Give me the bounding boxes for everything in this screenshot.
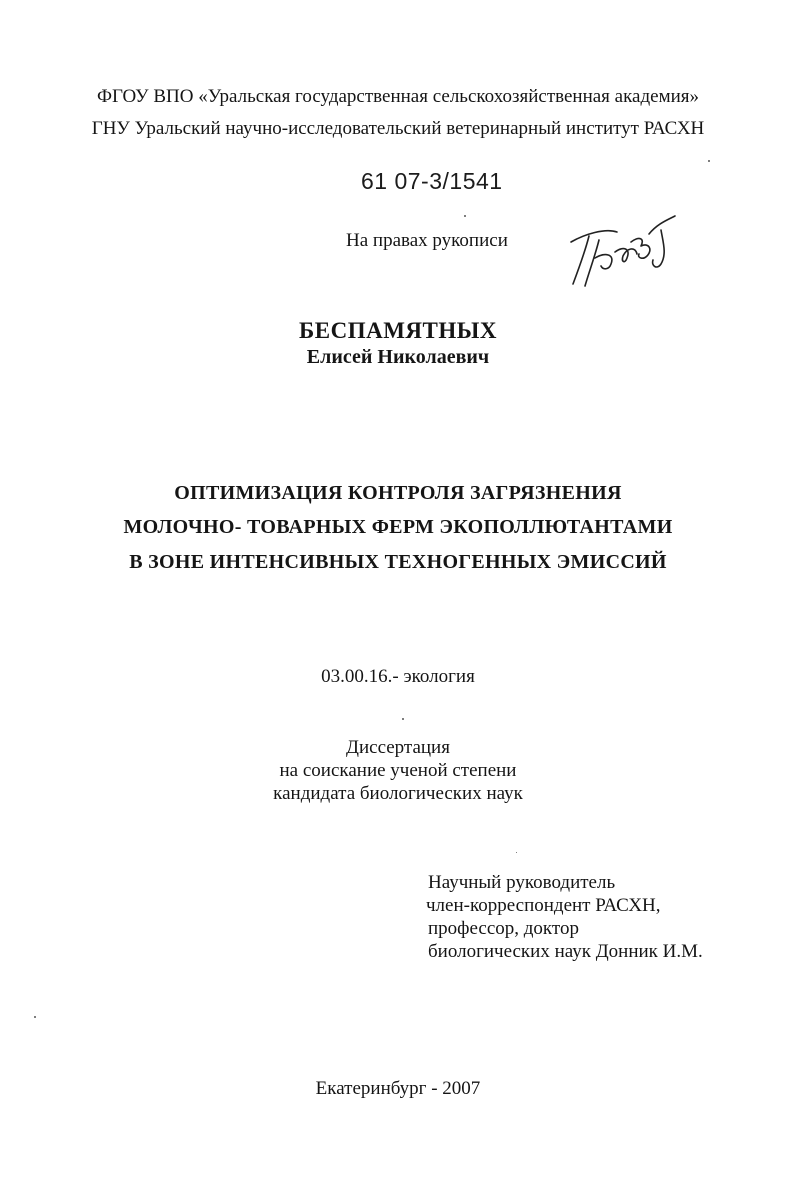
author-surname: БЕСПАМЯТНЫХ [299,318,497,343]
scan-speck [516,852,517,853]
supervisor-line-1: Научный руководитель [428,872,616,893]
thesis-title-line-2: МОЛОЧНО- ТОВАРНЫХ ФЕРМ ЭКОПОЛЛЮТАНТАМИ [123,516,673,538]
manuscript-note: На правах рукописи [346,230,508,251]
scan-speck [34,1016,36,1018]
scan-speck [464,215,466,217]
degree-line-3: кандидата биологических наук [273,783,523,804]
degree-line-1: Диссертация [346,737,450,758]
library-stamp: 61 07-3/1541 [361,168,503,194]
handwritten-signature [565,212,680,292]
institution-line-2: ГНУ Уральский научно-исследовательский ветеринарный институт РАСХН [91,118,705,139]
degree-line-2: на соискание ученой степени [279,760,517,781]
place-and-year: Екатеринбург - 2007 [315,1078,481,1099]
scan-speck [708,160,710,162]
institution-line-1: ФГОУ ВПО «Уральская государственная сельскохозяйственная академия» [96,86,700,107]
supervisor-line-3: профессор, доктор [428,918,579,939]
author-given-names: Елисей Николаевич [306,346,490,368]
thesis-title-line-3: В ЗОНЕ ИНТЕНСИВНЫХ ТЕХНОГЕННЫХ ЭМИССИЙ [129,551,667,573]
supervisor-line-4: биологических наук Донник И.М. [428,941,703,962]
scan-speck [402,718,404,720]
specialty-code: 03.00.16.- экология [321,666,475,687]
supervisor-line-2: член-корреспондент РАСХН, [426,895,661,916]
thesis-title-line-1: ОПТИМИЗАЦИЯ КОНТРОЛЯ ЗАГРЯЗНЕНИЯ [174,482,622,504]
